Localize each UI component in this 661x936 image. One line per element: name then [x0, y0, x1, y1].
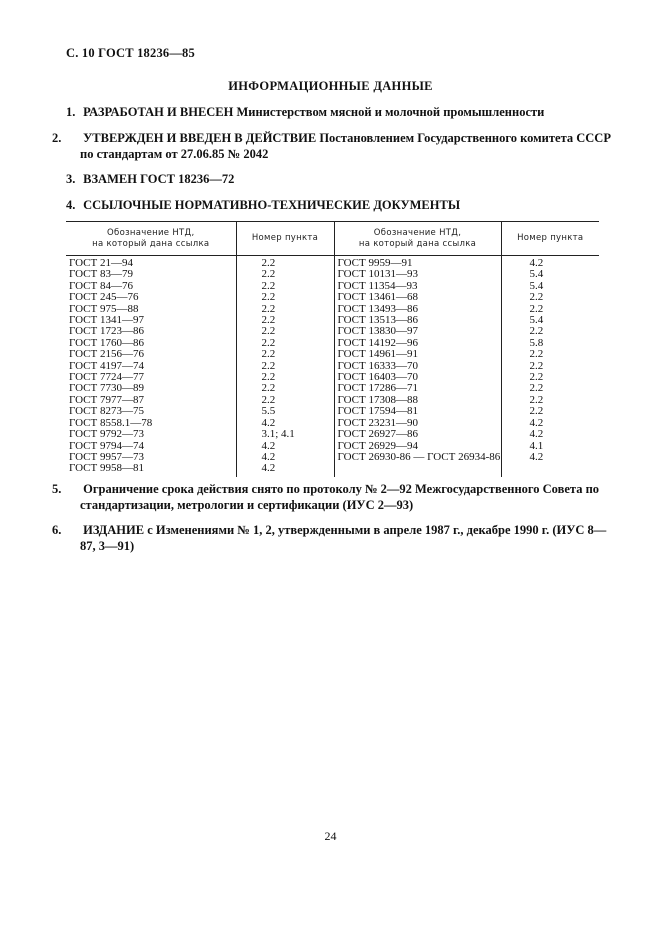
item-4	[66, 197, 599, 213]
item-2	[52, 130, 613, 162]
table-row	[66, 292, 599, 303]
right-doc-cell	[334, 463, 501, 476]
table-row	[66, 269, 599, 280]
item-number: 4.	[66, 198, 76, 212]
table-row	[66, 429, 599, 440]
right-point-cell: 2.2	[529, 359, 544, 372]
left-point-cell: 2.2	[236, 304, 334, 315]
left-doc-cell: ГОСТ 1760—86	[66, 338, 236, 349]
table-row	[66, 383, 599, 394]
left-doc-cell: ГОСТ 1723—86	[66, 326, 236, 337]
right-point-cell: 4.2	[529, 257, 544, 269]
left-point-cell: 2.2	[236, 372, 334, 383]
section-title: ИНФОРМАЦИОННЫЕ ДАННЫЕ	[228, 79, 433, 93]
item-number: 5.	[52, 482, 62, 496]
left-point-cell: 2.2	[236, 256, 334, 270]
right-doc-cell: ГОСТ 13461—68	[334, 292, 501, 303]
right-doc-cell: ГОСТ 26927—86	[334, 429, 501, 440]
table-row	[66, 256, 599, 270]
left-doc-cell: ГОСТ 83—79	[66, 269, 236, 280]
right-doc-cell: ГОСТ 17308—88	[334, 395, 501, 406]
right-doc-cell: ГОСТ 13493—86	[334, 304, 501, 315]
left-point-cell: 2.2	[236, 281, 334, 292]
item-number: 3.	[66, 172, 76, 186]
left-doc-cell: ГОСТ 21—94	[66, 256, 236, 270]
left-doc-cell: ГОСТ 8273—75	[66, 406, 236, 417]
right-doc-cell: ГОСТ 13513—86	[334, 315, 501, 326]
right-point-cell: 2.2	[529, 291, 544, 304]
table-header-row	[66, 222, 599, 256]
item-text: Министерством мясной и молочной промышленности	[236, 105, 545, 119]
left-doc-cell: ГОСТ 4197—74	[66, 361, 236, 372]
right-point-cell: 5.8	[529, 336, 544, 349]
header-doc-right: Обозначение НТД, на который дана ссылка	[334, 222, 501, 256]
right-doc-cell: ГОСТ 14961—91	[334, 349, 501, 360]
right-doc-cell: ГОСТ 26929—94	[334, 441, 501, 452]
right-point-cell: 2.2	[529, 405, 544, 418]
right-point-cell	[501, 463, 599, 476]
right-point-cell: 2.2	[529, 371, 544, 384]
table-row	[66, 395, 599, 406]
left-point-cell: 2.2	[236, 315, 334, 326]
left-point-cell: 2.2	[236, 338, 334, 349]
item-lead: ВЗАМЕН ГОСТ 18236—72	[83, 172, 235, 186]
header-doc-left: Обозначение НТД, на который дана ссылка	[66, 222, 236, 256]
header-point-left: Номер пункта	[236, 222, 334, 256]
right-doc-cell: ГОСТ 17594—81	[334, 406, 501, 417]
right-point-cell: 5.4	[529, 314, 544, 327]
table-row	[66, 304, 599, 315]
right-point-cell: 4.2	[529, 416, 544, 429]
table-body	[66, 256, 599, 477]
right-doc-cell: ГОСТ 14192—96	[334, 338, 501, 349]
left-point-cell: 4.2	[236, 452, 334, 463]
item-number: 1.	[66, 105, 76, 119]
item-lead: УТВЕРЖДЕН И ВВЕДЕН В ДЕЙСТВИЕ	[83, 131, 317, 145]
left-point-cell: 4.2	[236, 463, 334, 476]
right-point-cell: 2.2	[529, 325, 544, 338]
item-lead: ССЫЛОЧНЫЕ НОРМАТИВНО-ТЕХНИЧЕСКИЕ ДОКУМЕНТЫ	[83, 198, 461, 212]
left-point-cell: 2.2	[236, 326, 334, 337]
left-doc-cell: ГОСТ 9794—74	[66, 441, 236, 452]
table-row	[66, 406, 599, 417]
left-doc-cell: ГОСТ 2156—76	[66, 349, 236, 360]
right-doc-cell: ГОСТ 23231—90	[334, 418, 501, 429]
table-row	[66, 361, 599, 372]
right-doc-cell: ГОСТ 26930-86 — ГОСТ 26934-86	[334, 452, 501, 463]
left-point-cell: 2.2	[236, 349, 334, 360]
left-doc-cell: ГОСТ 7724—77	[66, 372, 236, 383]
right-doc-cell: ГОСТ 10131—93	[334, 269, 501, 280]
table-row	[66, 452, 599, 463]
left-doc-cell: ГОСТ 7977—87	[66, 395, 236, 406]
item-5	[52, 481, 613, 513]
right-point-cell: 5.4	[529, 268, 544, 281]
item-lead: ИЗДАНИЕ	[83, 523, 145, 537]
right-doc-cell: ГОСТ 11354—93	[334, 281, 501, 292]
right-doc-cell: ГОСТ 16403—70	[334, 372, 501, 383]
item-text: с Изменениями № 1, 2, утвержденными в апреле 1987 г., декабре 1990 г. (ИУС 8—87, 3—91)	[80, 523, 607, 553]
right-point-cell: 2.2	[529, 393, 544, 406]
left-point-cell: 2.2	[236, 269, 334, 280]
left-point-cell: 2.2	[236, 361, 334, 372]
left-point-cell: 3.1; 4.1	[236, 429, 334, 440]
table-row	[66, 418, 599, 429]
left-point-cell: 2.2	[236, 292, 334, 303]
right-point-cell: 4.1	[529, 439, 544, 452]
table-row	[66, 349, 599, 360]
item-lead: РАЗРАБОТАН И ВНЕСЕН	[83, 105, 234, 119]
table-row	[66, 372, 599, 383]
left-doc-cell: ГОСТ 9958—81	[66, 463, 236, 476]
table-row	[66, 463, 599, 476]
left-point-cell: 4.2	[236, 441, 334, 452]
right-doc-cell: ГОСТ 17286—71	[334, 383, 501, 394]
left-point-cell: 2.2	[236, 383, 334, 394]
left-doc-cell: ГОСТ 84—76	[66, 281, 236, 292]
left-doc-cell: ГОСТ 245—76	[66, 292, 236, 303]
table-row	[66, 441, 599, 452]
item-number: 2.	[52, 131, 62, 145]
left-point-cell: 4.2	[236, 418, 334, 429]
item-text: Постановлением Государственного комитета СССР по стандартам от 27.06.85 № 2042	[80, 131, 611, 161]
item-text: Ограничение срока действия снято по протоколу № 2—92 Межгосударственного Совета по стандартизации, метрологии и сертификации (ИУС 2—93)	[80, 482, 600, 512]
reference-table	[66, 221, 599, 477]
left-point-cell: 2.2	[236, 395, 334, 406]
left-point-cell: 5.5	[236, 406, 334, 417]
left-doc-cell: ГОСТ 9792—73	[66, 429, 236, 440]
item-number: 6.	[52, 523, 62, 537]
table-row	[66, 338, 599, 349]
table-row	[66, 281, 599, 292]
left-doc-cell: ГОСТ 8558.1—78	[66, 418, 236, 429]
left-doc-cell: ГОСТ 1341—97	[66, 315, 236, 326]
right-point-cell: 2.2	[529, 348, 544, 361]
right-point-cell: 2.2	[529, 382, 544, 395]
right-point-cell: 2.2	[529, 302, 544, 315]
table-row	[66, 315, 599, 326]
header-point-right: Номер пункта	[501, 222, 599, 256]
right-doc-cell: ГОСТ 13830—97	[334, 326, 501, 337]
left-doc-cell: ГОСТ 9957—73	[66, 452, 236, 463]
right-doc-cell: ГОСТ 9959—91	[334, 256, 501, 270]
right-point-cell: 4.2	[529, 428, 544, 441]
item-1	[66, 104, 599, 120]
left-doc-cell: ГОСТ 7730—89	[66, 383, 236, 394]
page-number: 24	[324, 829, 337, 843]
left-doc-cell: ГОСТ 975—88	[66, 304, 236, 315]
table-row	[66, 326, 599, 337]
item-3	[66, 171, 599, 187]
right-point-cell: 5.4	[529, 279, 544, 292]
right-point-cell: 4.2	[529, 450, 544, 463]
item-6	[52, 522, 613, 554]
page-header: С. 10 ГОСТ 18236—85	[66, 46, 195, 60]
right-doc-cell: ГОСТ 16333—70	[334, 361, 501, 372]
